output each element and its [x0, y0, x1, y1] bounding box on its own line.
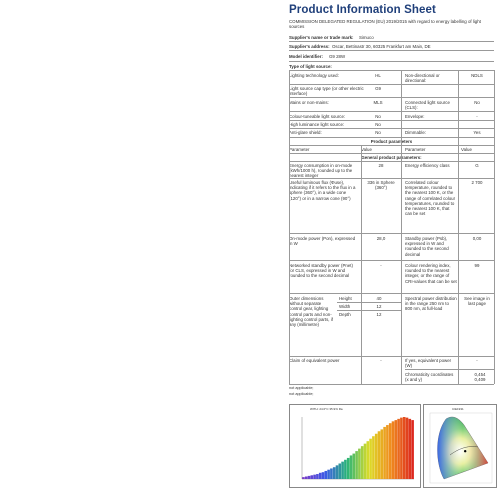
divider [405, 369, 494, 370]
spectrum-bar [364, 444, 367, 479]
grid-line [458, 70, 459, 384]
divider [289, 356, 494, 357]
divider [289, 84, 494, 85]
spectrum-bar [344, 460, 347, 479]
column-header-parameter: Parameter [289, 147, 310, 152]
spectrum-bar [336, 465, 339, 479]
param-label: Spectral power distribution in the range 250 nm to 800 nm, at full-load [405, 296, 457, 312]
type-row-value: No [375, 130, 381, 135]
type-row-label: High luminance light source: [289, 122, 345, 127]
spectrum-bar [381, 429, 384, 479]
param-value: 99 [474, 263, 480, 268]
param-value: 2 700 [471, 180, 483, 185]
divider [289, 61, 494, 62]
type-row-label2: Dimmable: [405, 130, 426, 135]
spectrum-bar [347, 458, 350, 479]
spectrum-bar [369, 439, 372, 479]
param-label: Standby power (Psb), expressed in W and rounded to the second decimal [405, 236, 449, 257]
param-value: - [380, 358, 382, 363]
param-label: Colour rendering index, rounded to the nearest integer, or the range of CRI-values that can be set [405, 263, 457, 284]
spectrum-bar [333, 467, 336, 479]
spectrum-bar [325, 471, 328, 479]
spectrum-bar [327, 470, 330, 479]
product-parameters-heading: Product parameters [370, 139, 413, 144]
param-label: Outer dimensions without separate control gear, lighting control parts and non-lighting control parts, if any (millimetre) [289, 296, 333, 328]
divider [289, 153, 494, 154]
param-value: 0,454 0,409 [474, 372, 486, 383]
spectrum-bar [375, 434, 378, 479]
spectrum-bar [403, 417, 406, 479]
divider [289, 161, 494, 162]
divider [289, 137, 494, 138]
column-header-parameter: Parameter [405, 147, 426, 152]
param-value: 28,0 [376, 236, 386, 241]
type-row-label2: Non-directional or directional: [405, 73, 440, 84]
spectrum-bar [389, 423, 392, 479]
spectrum-bar [372, 436, 375, 479]
spectrum-bar [367, 441, 370, 479]
product-information-sheet [143, 0, 490, 500]
spectrum-bar [350, 455, 353, 479]
supplier-name-value: Simuco [359, 35, 374, 40]
supplier-name-label: Supplier's name or trade mark: [289, 35, 354, 40]
param-label: Chromaticity coordinates (x and y) [405, 372, 454, 383]
spectrum-bar [358, 449, 361, 479]
divider [289, 233, 494, 234]
param-label: Networked standby power (Pnet) for CLS, expressed in W and rounded to the second decimal [289, 263, 353, 279]
param-label: Correlated colour temperature, rounded to the nearest 100 K, or the range of correlated colour temperatures, rounded to the nearest 100 K, that can be set [405, 180, 456, 217]
spectrum-plot [290, 405, 420, 487]
type-row-value2: Yes [473, 130, 481, 135]
divider [289, 50, 494, 51]
type-row-label: Lighting technology used: [289, 73, 339, 78]
divider [289, 120, 494, 121]
type-of-light-source-label: Type of light source: [289, 64, 332, 69]
spectrum-axes [302, 417, 414, 479]
cie-chart [423, 404, 497, 488]
divider [289, 384, 494, 385]
param-value: - [380, 263, 382, 268]
param-value: - [476, 358, 478, 363]
spectrum-bar [397, 419, 400, 479]
spectrum-bar [355, 451, 358, 479]
spectrum-bar [311, 475, 314, 479]
param-label: Energy efficiency class [405, 163, 450, 168]
type-row-value: G9 [375, 86, 381, 91]
divider [289, 293, 494, 294]
type-row-value: HL [375, 73, 381, 78]
grid-line [494, 70, 495, 384]
spectrum-bar [353, 454, 356, 479]
type-row-label2: Envelope: [405, 114, 425, 119]
spectrum-bar [308, 476, 311, 479]
spectrum-bar [406, 418, 409, 479]
grid-line [289, 70, 290, 384]
spectrum-chart [289, 404, 421, 488]
param-label: Useful luminous flux (Φuse), indicating if it refers to the flux in a sphere (360°), in a wide cone (120°) or in a narrow cone (90°) [289, 180, 356, 201]
dimension-value: 12 [376, 304, 382, 309]
grid-line [401, 70, 402, 384]
spectrum-bar [411, 420, 414, 479]
type-row-label: Anti-glare shield: [289, 130, 322, 135]
cie-caption: CIE1931 [452, 407, 464, 411]
param-label: On-mode power (Pon), expressed in W [289, 236, 356, 247]
spectrum-bar [386, 425, 389, 479]
general-parameters-heading: General product parameters: [361, 155, 422, 160]
spectrum-bar [322, 472, 325, 479]
type-row-value: No [375, 122, 381, 127]
type-row-label: Light source cap type (or other electric interface) [289, 86, 364, 97]
column-header-value: Value [361, 147, 372, 152]
page-title: Product Information Sheet [289, 4, 436, 16]
divider [289, 97, 494, 98]
spectrum-bar [302, 477, 305, 479]
dimension-label: Depth [339, 312, 351, 317]
param-value: 28 [378, 163, 384, 168]
model-identifier-label: Model identifier: [289, 54, 323, 59]
spectrum-bar [305, 477, 308, 479]
param-label: If yes, equivalent power (W) [405, 358, 452, 369]
spectrum-bar [395, 420, 398, 479]
divider [289, 70, 494, 71]
divider [337, 310, 401, 311]
supplier-address-label: Supplier's address: [289, 44, 330, 49]
param-label: Energy consumption in on-mode (kWh/1000 h), rounded up to the nearest integer [289, 163, 353, 179]
spectrum-caption: WITH: 24.0°C 35.9% Ra [310, 407, 343, 411]
param-value: G [475, 163, 479, 168]
spectrum-bar [313, 475, 316, 479]
spectrum-bar [392, 421, 395, 479]
spectrum-bar [341, 462, 344, 479]
divider [289, 178, 494, 179]
supplier-address-value: Oscar, Bettinastr 30, 60325 Frankfurt am Main, DE [332, 44, 431, 49]
spectrum-bar [339, 464, 342, 480]
param-label: Claim of equivalent power [289, 358, 340, 363]
spectrum-bar [409, 419, 412, 479]
chromaticity-point [464, 450, 466, 452]
divider [289, 260, 494, 261]
dimension-value: 40 [376, 296, 382, 301]
footnote: not applicable; [289, 392, 314, 396]
spectrum-bar [361, 446, 364, 479]
type-row-label: Colour-tuneable light source: [289, 114, 346, 119]
spectrum-bar [319, 473, 322, 479]
dimension-label: Height [339, 296, 352, 301]
param-value: See image in last page [464, 296, 490, 307]
divider [289, 128, 494, 129]
grid-line [361, 145, 362, 384]
spectrum-bar [316, 474, 319, 479]
type-row-value2: - [476, 114, 478, 119]
type-row-value2: No [474, 100, 480, 105]
footnote: not applicable; [289, 386, 314, 390]
type-row-value2: NDLS [471, 73, 483, 78]
param-value: 0,00 [472, 236, 482, 241]
type-row-value: MLS [373, 100, 383, 105]
type-row-label2: Connected light source (CLS): [405, 100, 450, 111]
spectrum-bar [400, 418, 403, 479]
divider [289, 111, 494, 112]
dimension-value: 12 [376, 312, 382, 317]
spectrum-bar [330, 468, 333, 479]
divider [289, 41, 494, 42]
spectrum-bar [383, 427, 386, 479]
model-identifier-value: G9 28W [329, 54, 346, 59]
dimension-label: Width [339, 304, 351, 309]
param-value: 336 in Sphere (360°) [367, 180, 395, 191]
regulation-text: COMMISSION DELEGATED REGULATION (EU) 2019/2015 with regard to energy labelling of light sources [289, 19, 481, 30]
type-row-label: Mains or non-mains: [289, 100, 329, 105]
divider [289, 145, 494, 146]
spectrum-bar [378, 431, 381, 479]
column-header-value: Value [461, 147, 472, 152]
cie-diagram [424, 405, 496, 487]
type-row-value: No [375, 114, 381, 119]
divider [337, 302, 401, 303]
